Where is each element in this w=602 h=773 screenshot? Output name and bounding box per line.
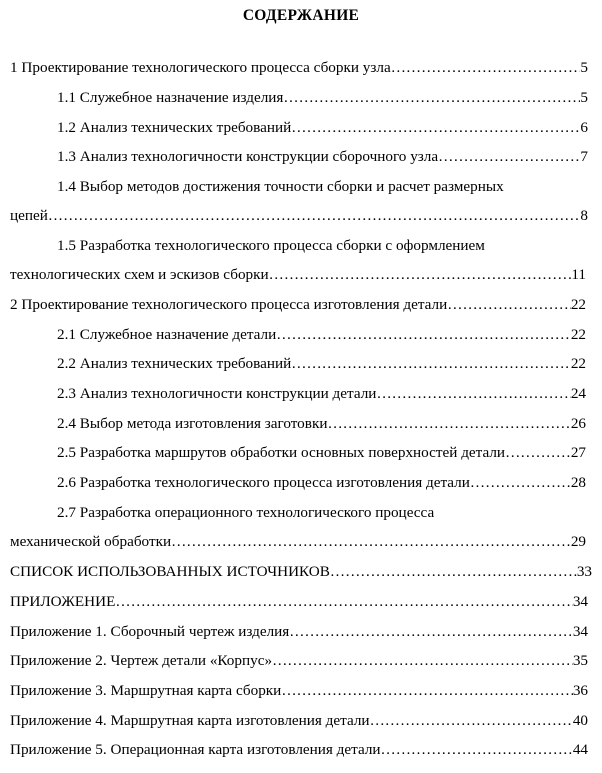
toc-entry-text: Приложение 2. Чертеж детали «Корпус»	[10, 652, 273, 669]
toc-entry-2-4[interactable]	[57, 414, 586, 434]
toc-entry-text: технологических схем и эскизов сборки	[10, 266, 269, 283]
toc-leader	[376, 384, 570, 404]
toc-entry-text: 2.5 Разработка маршрутов обработки основных поверхностей детали	[57, 444, 506, 461]
toc-entry-text: Приложение 1. Сборочный чертеж изделия	[10, 623, 290, 640]
toc-entry-text: 2.2 Анализ технических требований	[57, 355, 292, 372]
toc-page-number: 11	[571, 266, 586, 283]
toc-leader	[269, 265, 572, 285]
toc-page-number: 27	[570, 444, 586, 461]
toc-entry-1-5-line1[interactable]: 1.5 Разработка технологического процесса сборки с оформлением	[57, 237, 485, 254]
toc-leader	[171, 532, 571, 552]
toc-entry-text: 1 Проектирование технологического процесса сборки узла	[10, 59, 391, 76]
toc-page-number: 22	[570, 355, 586, 372]
toc-entry-appendix-5[interactable]	[10, 740, 588, 760]
page-title: СОДЕРЖАНИЕ	[242, 7, 360, 24]
toc-leader	[438, 147, 580, 167]
toc-entry-text: СПИСОК ИСПОЛЬЗОВАННЫХ ИСТОЧНИКОВ	[10, 563, 330, 580]
toc-entry-1-2[interactable]	[57, 118, 588, 138]
toc-entry-2-2[interactable]	[57, 354, 586, 374]
toc-entry-text: 2.1 Служебное назначение детали	[57, 326, 277, 343]
toc-page-number: 6	[580, 119, 588, 136]
toc-leader	[276, 325, 571, 345]
toc-page-number: 5	[580, 59, 588, 76]
toc-page-number: 33	[576, 563, 592, 580]
toc-page-number: 29	[570, 533, 586, 550]
toc-leader	[291, 354, 571, 374]
toc-entry-appendix-2[interactable]	[10, 651, 588, 671]
toc-entry-1-5[interactable]	[10, 265, 586, 285]
toc-entry-appendix-3[interactable]	[10, 681, 588, 701]
toc-page-number: 44	[572, 741, 588, 758]
toc-leader	[447, 295, 571, 315]
toc-leader	[330, 562, 577, 582]
toc-page-number: 34	[572, 593, 588, 610]
toc-entry-2-6[interactable]	[57, 473, 586, 493]
toc-entry-text: 2 Проектирование технологического процесса изготовления детали	[10, 296, 448, 313]
toc-entry-2-5[interactable]	[57, 443, 586, 463]
toc-entry-text: Приложение 4. Маршрутная карта изготовления детали	[10, 712, 370, 729]
toc-leader	[272, 651, 573, 671]
toc-page-number: 5	[580, 89, 588, 106]
toc-entry-text: механической обработки	[10, 533, 172, 550]
toc-entry-text: Приложение 5. Операционная карта изготовления детали	[10, 741, 381, 758]
toc-leader	[370, 711, 573, 731]
toc-leader	[505, 443, 571, 463]
toc-page-number: 22	[570, 326, 586, 343]
toc-page-number: 34	[572, 623, 588, 640]
toc-page-number: 22	[570, 296, 586, 313]
toc-entry-text: Приложение 3. Маршрутная карта сборки	[10, 682, 282, 699]
toc-leader	[391, 58, 581, 78]
toc-entry-text: 1.2 Анализ технических требований	[57, 119, 292, 136]
toc-entry-appendix-1[interactable]	[10, 622, 588, 642]
toc-entry-text: 2.6 Разработка технологического процесса изготовления детали	[57, 474, 470, 491]
toc-entry-appendix[interactable]	[10, 592, 588, 612]
toc-entry-text: 2.3 Анализ технологичности конструкции детали	[57, 385, 377, 402]
toc-entry-sources[interactable]	[10, 562, 592, 582]
toc-entry-1[interactable]	[10, 58, 588, 78]
toc-page-number: 26	[570, 415, 586, 432]
toc-entry-2-3[interactable]	[57, 384, 586, 404]
toc-entry-2-7-line1[interactable]: 2.7 Разработка операционного технологического процесса	[57, 504, 435, 521]
toc-entry-1-4-line1[interactable]: 1.4 Выбор методов достижения точности сборки и расчет размерных	[57, 178, 504, 195]
toc-page-number: 28	[570, 474, 586, 491]
toc-leader	[48, 206, 581, 226]
toc-entry-text: цепей	[10, 207, 48, 224]
toc-entry-text: 1.1 Служебное назначение изделия	[57, 89, 284, 106]
toc-page-number: 24	[570, 385, 586, 402]
toc-page-number: 8	[580, 207, 588, 224]
toc-page-number: 7	[580, 148, 588, 165]
toc-entry-2-1[interactable]	[57, 325, 586, 345]
toc-leader	[115, 592, 572, 612]
toc-entry-appendix-4[interactable]	[10, 711, 588, 731]
toc-page-number: 40	[572, 712, 588, 729]
toc-leader	[283, 88, 580, 108]
toc-leader	[289, 622, 573, 642]
toc-leader	[327, 414, 570, 434]
toc-page-number: 35	[572, 652, 588, 669]
toc-entry-1-1[interactable]	[57, 88, 588, 108]
toc-entry-2[interactable]	[10, 295, 586, 315]
toc-entry-1-3[interactable]	[57, 147, 588, 167]
toc-entry-text: 2.4 Выбор метода изготовления заготовки	[57, 415, 328, 432]
toc-page-number: 36	[572, 682, 588, 699]
toc-entry-text: 1.3 Анализ технологичности конструкции сборочного узла	[57, 148, 439, 165]
toc-leader	[381, 740, 573, 760]
toc-entry-text: ПРИЛОЖЕНИЕ	[10, 593, 116, 610]
toc-leader	[291, 118, 580, 138]
toc-entry-2-7[interactable]	[10, 532, 586, 552]
toc-leader	[470, 473, 571, 493]
toc-leader	[281, 681, 573, 701]
toc-entry-1-4[interactable]	[10, 206, 588, 226]
